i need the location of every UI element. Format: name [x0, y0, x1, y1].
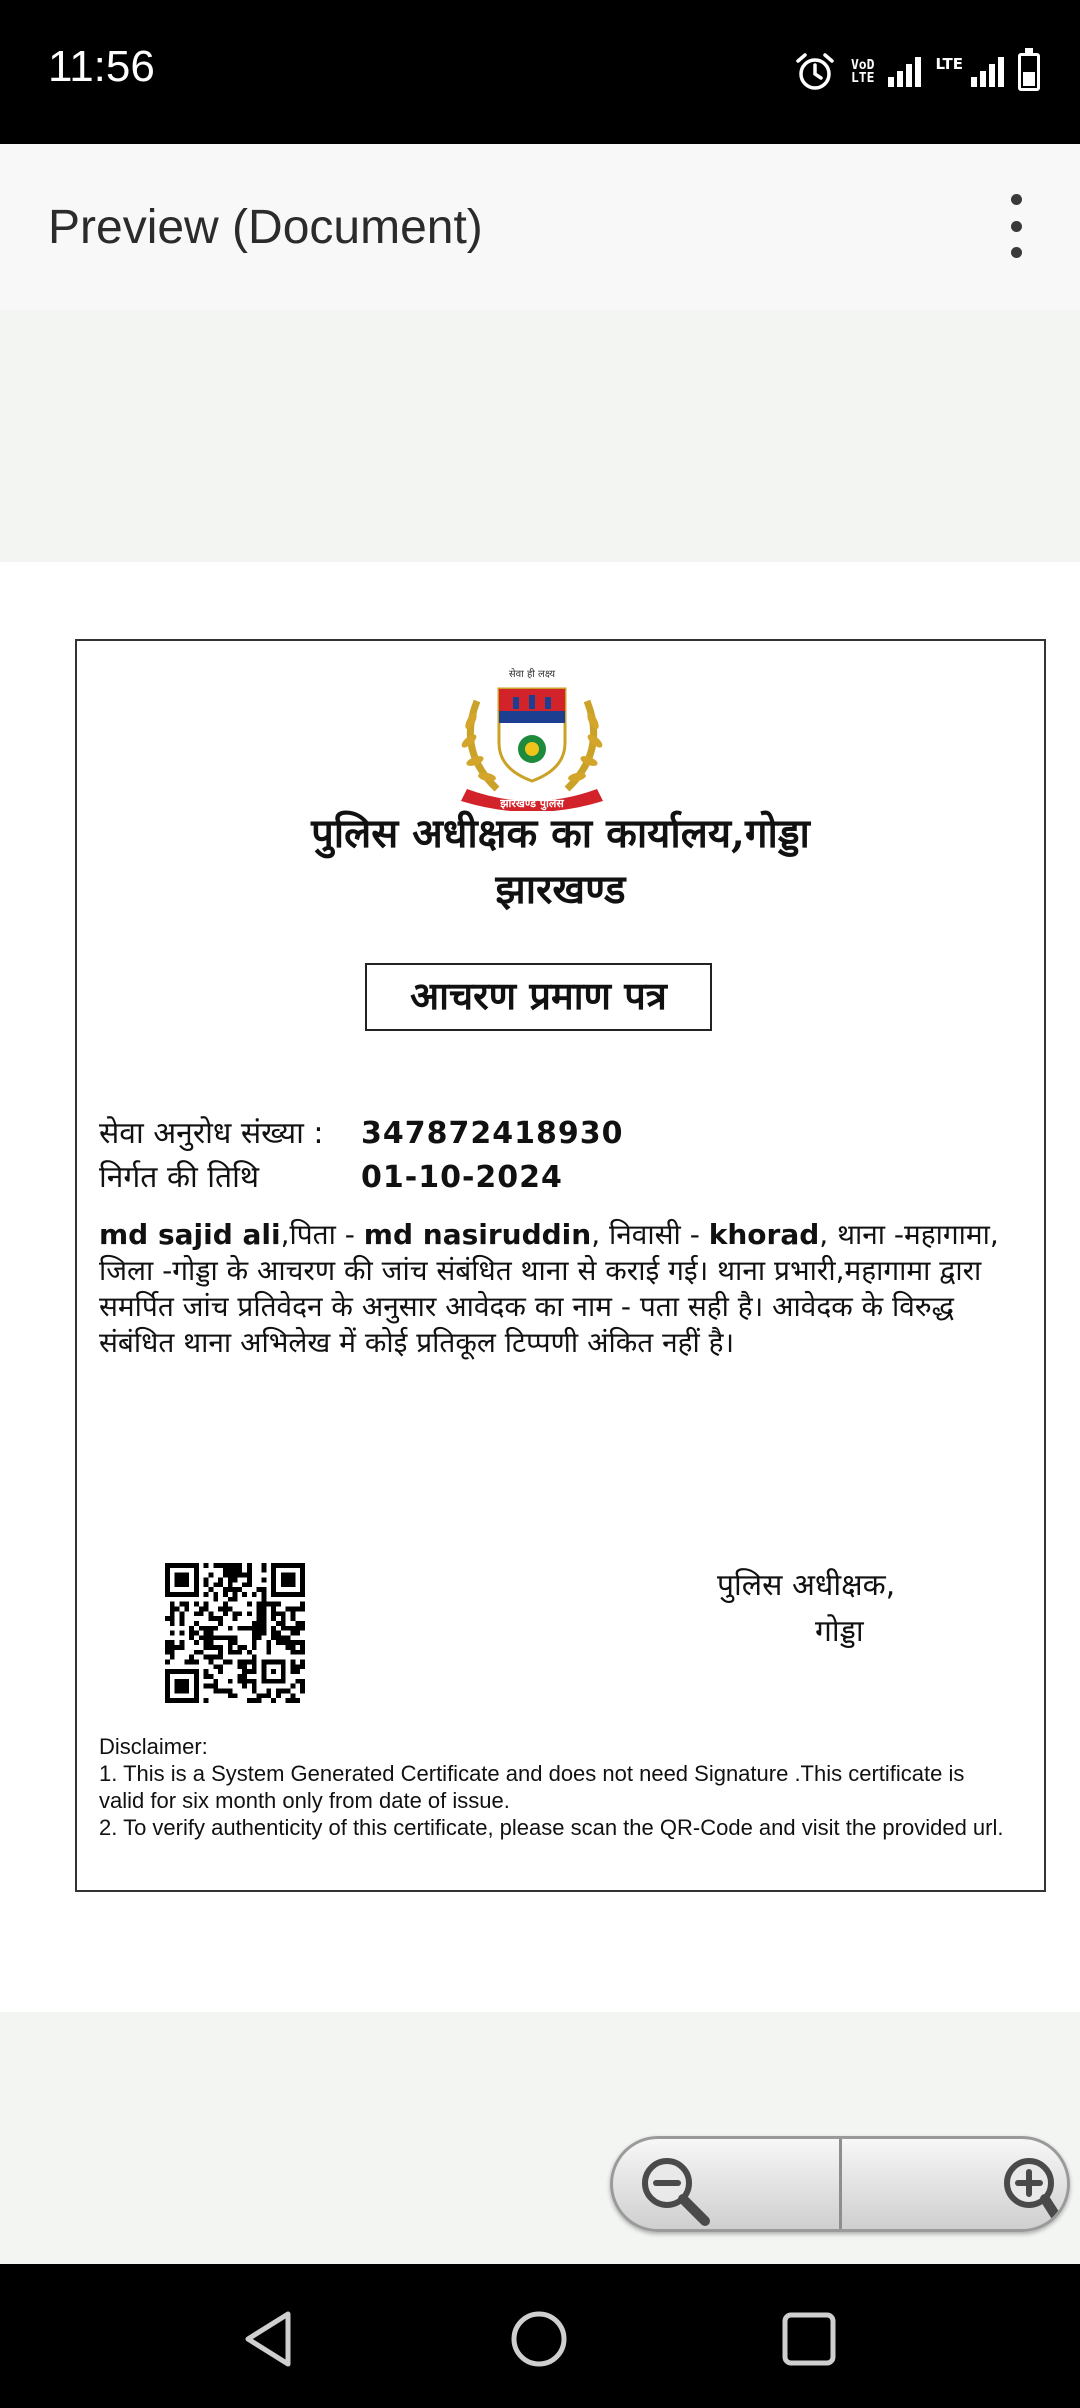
- signatory-place: गोड्डा: [815, 1614, 864, 1649]
- emblem-motto: सेवा ही लक्ष्य: [508, 669, 556, 680]
- office-title-line2: झारखण्ड: [495, 866, 626, 913]
- alarm-icon: [793, 50, 837, 94]
- qr-code-icon: [165, 1563, 305, 1703]
- viewer-background-top: [0, 310, 1080, 562]
- zoom-out-button[interactable]: [613, 2139, 839, 2229]
- volte-bottom-label: LTE: [850, 71, 875, 86]
- applicant-name: md sajid ali: [99, 1218, 281, 1251]
- signal-icon: [888, 57, 921, 87]
- lte-signal-icon: [971, 57, 1004, 87]
- status-bar: [0, 0, 1080, 144]
- certificate-heading: आचरण प्रमाण पत्र: [365, 963, 712, 1031]
- zoom-controls: [610, 2136, 1070, 2232]
- issue-date-row: [99, 1155, 563, 1196]
- office-title: [77, 806, 1044, 918]
- back-icon[interactable]: [236, 2306, 302, 2372]
- emblem-ribbon-text: झारखण्ड पुलिस: [500, 797, 564, 810]
- volte-icon: [851, 59, 874, 85]
- disclaimer-item-2: 2. To verify authenticity of this certificate, please scan the QR-Code and visit the provided url.: [99, 1815, 1004, 1840]
- father-name: md nasiruddin: [363, 1218, 592, 1251]
- office-title-line1: पुलिस अधीक्षक का कार्यालय,गोड्डा: [311, 810, 810, 857]
- disclaimer-item-1: 1. This is a System Generated Certificate and does not need Signature .This certificate is valid for six month only from date of issue.: [99, 1761, 965, 1813]
- body-text: , थाना -महागामा, जिला -गोड्डा के आचरण की जांच संबंधित थाना से कराई गई। थाना प्रभारी,महागामा द्वारा समर्पित जांच प्रतिवेदन के अनुसार आवेदक का नाम - पता सही है। आवेदक के विरुद्ध संबंधित थाना अभिलेख में कोई प्रतिकूल टिप्पणी अंकित नहीं है।: [99, 1218, 999, 1359]
- page-title: Preview (Document): [48, 201, 483, 254]
- issue-date-label: निर्गत की तिथि: [99, 1160, 260, 1195]
- zoom-in-icon: [983, 2151, 1063, 2231]
- zoom-out-icon: [635, 2151, 715, 2231]
- certificate-body: [99, 1217, 1014, 1361]
- service-request-label: सेवा अनुरोध संख्या :: [99, 1116, 324, 1151]
- disclaimer-title: Disclaimer:: [99, 1734, 208, 1759]
- status-time: 11:56: [48, 42, 155, 91]
- village-name: khorad: [708, 1218, 820, 1251]
- issue-date-value: 01-10-2024: [361, 1160, 563, 1195]
- father-label: ,पिता -: [280, 1218, 364, 1251]
- app-bar: [0, 144, 1080, 310]
- battery-icon: [1018, 53, 1040, 91]
- zoom-in-button[interactable]: [839, 2139, 1068, 2229]
- volte-top-label: VoD: [850, 58, 875, 73]
- disclaimer: [99, 1733, 1004, 1841]
- lte-label: LTE: [935, 55, 963, 73]
- more-vert-icon[interactable]: [996, 194, 1036, 258]
- recents-icon[interactable]: [776, 2306, 842, 2372]
- home-icon[interactable]: [506, 2306, 572, 2372]
- service-request-number: 347872418930: [361, 1116, 624, 1151]
- signatory-title: पुलिस अधीक्षक,: [717, 1568, 896, 1603]
- resident-label: , निवासी -: [591, 1218, 709, 1251]
- status-icons: [793, 48, 1040, 96]
- navigation-bar: [0, 2264, 1080, 2408]
- signatory: [717, 1563, 895, 1655]
- police-emblem-icon: [437, 661, 627, 811]
- service-request-row: [99, 1111, 624, 1152]
- certificate: [75, 639, 1046, 1892]
